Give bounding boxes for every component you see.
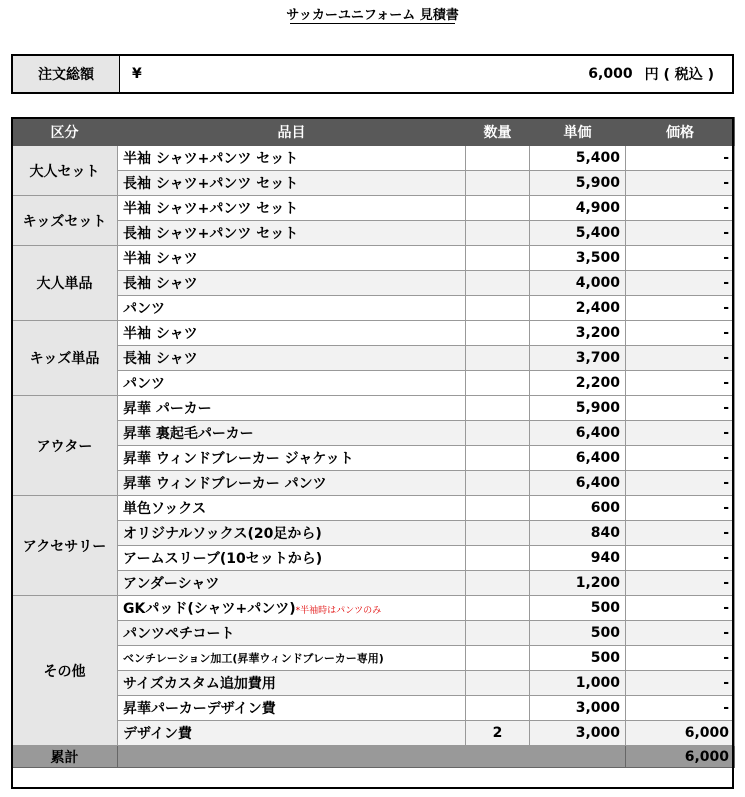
table-row — [12, 721, 735, 746]
quantity-cell[interactable]: 2 — [466, 721, 530, 746]
item-cell — [118, 546, 466, 571]
price-cell: - — [626, 646, 735, 671]
quantity-cell[interactable] — [466, 246, 530, 271]
header-category: 区分 — [12, 118, 118, 146]
table-row — [12, 321, 735, 346]
item-name: 昇華 パーカー — [123, 401, 212, 417]
table-row — [12, 596, 735, 621]
price-cell: - — [626, 346, 735, 371]
table-row — [12, 146, 735, 171]
item-name: ベンチレーション加工(昇華ウィンドブレーカー専用) — [123, 652, 384, 665]
header-item: 品目 — [118, 118, 466, 146]
category-cell: キッズセット — [12, 196, 118, 246]
table-row — [12, 396, 735, 421]
item-cell — [118, 696, 466, 721]
item-name: 長袖 シャツ+パンツ セット — [123, 176, 299, 192]
unit-price-cell: 840 — [530, 521, 626, 546]
quantity-cell[interactable] — [466, 221, 530, 246]
item-cell — [118, 171, 466, 196]
table-row — [12, 571, 735, 596]
quantity-cell[interactable] — [466, 446, 530, 471]
unit-price-cell: 2,200 — [530, 371, 626, 396]
quantity-cell[interactable] — [466, 471, 530, 496]
item-name: 昇華 ウィンドブレーカー ジャケット — [123, 451, 354, 467]
price-cell: - — [626, 446, 735, 471]
table-row — [12, 271, 735, 296]
unit-price-cell: 4,900 — [530, 196, 626, 221]
item-cell — [118, 671, 466, 696]
item-name: 長袖 シャツ — [123, 276, 198, 292]
item-cell — [118, 646, 466, 671]
unit-price-cell: 5,900 — [530, 396, 626, 421]
price-cell: - — [626, 146, 735, 171]
item-note: *半袖時はパンツのみ — [295, 606, 382, 616]
title-underline — [290, 23, 455, 24]
table-row — [12, 196, 735, 221]
table-row — [12, 621, 735, 646]
quantity-cell[interactable] — [466, 646, 530, 671]
unit-price-cell: 3,200 — [530, 321, 626, 346]
item-cell — [118, 446, 466, 471]
unit-price-cell: 6,400 — [530, 446, 626, 471]
summary-blank — [118, 746, 626, 768]
table-row — [12, 246, 735, 271]
unit-price-cell: 600 — [530, 496, 626, 521]
header-price: 価格 — [626, 118, 735, 146]
quantity-cell[interactable] — [466, 371, 530, 396]
unit-price-cell: 1,000 — [530, 671, 626, 696]
order-total-amount: 6,000 — [588, 66, 633, 82]
quantity-cell[interactable] — [466, 296, 530, 321]
item-name: GKパッド(シャツ+パンツ) — [123, 601, 296, 617]
price-cell: - — [626, 471, 735, 496]
unit-price-cell: 500 — [530, 646, 626, 671]
item-cell — [118, 246, 466, 271]
item-cell — [118, 221, 466, 246]
table-row — [12, 421, 735, 446]
table-header-row — [12, 118, 735, 146]
table-row — [12, 471, 735, 496]
price-cell: - — [626, 371, 735, 396]
price-cell: - — [626, 596, 735, 621]
item-name: 長袖 シャツ — [123, 351, 198, 367]
price-cell: 6,000 — [626, 721, 735, 746]
item-name: 半袖 シャツ+パンツ セット — [123, 201, 299, 217]
item-cell — [118, 596, 466, 621]
table-row — [12, 296, 735, 321]
item-cell — [118, 146, 466, 171]
price-cell: - — [626, 296, 735, 321]
table-row — [12, 671, 735, 696]
quantity-cell[interactable] — [466, 146, 530, 171]
price-cell: - — [626, 271, 735, 296]
quantity-cell[interactable] — [466, 621, 530, 646]
item-cell — [118, 296, 466, 321]
unit-price-cell: 6,400 — [530, 471, 626, 496]
unit-price-cell: 2,400 — [530, 296, 626, 321]
category-cell: アウター — [12, 396, 118, 496]
unit-price-cell: 5,900 — [530, 171, 626, 196]
unit-price-cell: 4,000 — [530, 271, 626, 296]
quantity-cell[interactable] — [466, 196, 530, 221]
quantity-cell[interactable] — [466, 271, 530, 296]
item-cell — [118, 571, 466, 596]
item-name: 半袖 シャツ — [123, 251, 198, 267]
unit-price-cell: 5,400 — [530, 146, 626, 171]
price-cell: - — [626, 671, 735, 696]
item-name: 昇華 ウィンドブレーカー パンツ — [123, 476, 327, 492]
price-cell: - — [626, 396, 735, 421]
table-row — [12, 371, 735, 396]
item-name: アンダーシャツ — [123, 576, 220, 592]
price-cell: - — [626, 171, 735, 196]
header-unit-price: 単価 — [530, 118, 626, 146]
unit-price-cell: 500 — [530, 621, 626, 646]
order-total-box — [11, 54, 734, 94]
quantity-cell[interactable] — [466, 571, 530, 596]
unit-price-cell: 3,700 — [530, 346, 626, 371]
table-row — [12, 521, 735, 546]
item-name: 単色ソックス — [123, 501, 207, 517]
quantity-cell[interactable] — [466, 396, 530, 421]
item-name: 長袖 シャツ+パンツ セット — [123, 226, 299, 242]
table-body — [12, 146, 735, 768]
price-cell: - — [626, 221, 735, 246]
table-row — [12, 546, 735, 571]
summary-label: 累計 — [12, 746, 118, 768]
quantity-cell[interactable] — [466, 496, 530, 521]
item-cell — [118, 396, 466, 421]
header-qty: 数量 — [466, 118, 530, 146]
unit-price-cell: 5,400 — [530, 221, 626, 246]
quantity-cell[interactable] — [466, 321, 530, 346]
summary-total: 6,000 — [626, 746, 735, 768]
item-name: サイズカスタム追加費用 — [123, 676, 276, 692]
item-cell — [118, 721, 466, 746]
price-cell: - — [626, 571, 735, 596]
summary-row — [12, 746, 735, 768]
category-cell: その他 — [12, 596, 118, 746]
quantity-cell[interactable] — [466, 521, 530, 546]
quantity-cell[interactable] — [466, 171, 530, 196]
price-cell: - — [626, 621, 735, 646]
item-cell — [118, 421, 466, 446]
price-cell: - — [626, 696, 735, 721]
price-cell: - — [626, 496, 735, 521]
order-total-value — [120, 56, 732, 92]
unit-price-cell: 500 — [530, 596, 626, 621]
item-cell — [118, 496, 466, 521]
unit-price-cell: 940 — [530, 546, 626, 571]
unit-price-cell: 3,000 — [530, 721, 626, 746]
estimate-table — [11, 117, 735, 768]
document-title: サッカーユニフォーム 見積書 — [286, 8, 459, 23]
table-row — [12, 646, 735, 671]
price-cell: - — [626, 546, 735, 571]
table-row — [12, 446, 735, 471]
category-cell: アクセサリー — [12, 496, 118, 596]
quantity-cell[interactable] — [466, 671, 530, 696]
quantity-cell[interactable] — [466, 346, 530, 371]
price-cell: - — [626, 196, 735, 221]
item-name: オリジナルソックス(20足から) — [123, 526, 322, 542]
item-cell — [118, 521, 466, 546]
price-cell: - — [626, 521, 735, 546]
item-name: パンツペチコート — [123, 626, 235, 642]
unit-price-cell: 1,200 — [530, 571, 626, 596]
price-cell: - — [626, 321, 735, 346]
table-row — [12, 696, 735, 721]
item-cell — [118, 621, 466, 646]
item-cell — [118, 196, 466, 221]
price-cell: - — [626, 246, 735, 271]
unit-price-cell: 3,000 — [530, 696, 626, 721]
unit-price-cell: 6,400 — [530, 421, 626, 446]
table-row — [12, 496, 735, 521]
price-cell: - — [626, 421, 735, 446]
quantity-cell[interactable] — [466, 596, 530, 621]
category-cell: キッズ単品 — [12, 321, 118, 396]
item-cell — [118, 471, 466, 496]
item-name: パンツ — [123, 376, 165, 392]
quantity-cell[interactable] — [466, 546, 530, 571]
quantity-cell[interactable] — [466, 696, 530, 721]
item-cell — [118, 271, 466, 296]
item-name: 半袖 シャツ — [123, 326, 198, 342]
order-total-unit: 円 ( 税込 ) — [644, 67, 714, 83]
item-name: 昇華 裏起毛パーカー — [123, 426, 254, 442]
item-cell — [118, 346, 466, 371]
item-name: アームスリーブ(10セットから) — [123, 551, 323, 567]
table-row — [12, 346, 735, 371]
category-cell: 大人セット — [12, 146, 118, 196]
item-name: デザイン費 — [123, 726, 193, 742]
item-cell — [118, 321, 466, 346]
category-cell: 大人単品 — [12, 246, 118, 321]
item-name: パンツ — [123, 301, 165, 317]
item-name: 半袖 シャツ+パンツ セット — [123, 151, 299, 167]
item-cell — [118, 371, 466, 396]
currency-symbol: ¥ — [132, 66, 142, 82]
table-row — [12, 221, 735, 246]
item-name: 昇華パーカーデザイン費 — [123, 701, 276, 717]
quantity-cell[interactable] — [466, 421, 530, 446]
order-total-label: 注文総額 — [13, 56, 120, 92]
unit-price-cell: 3,500 — [530, 246, 626, 271]
table-row — [12, 171, 735, 196]
